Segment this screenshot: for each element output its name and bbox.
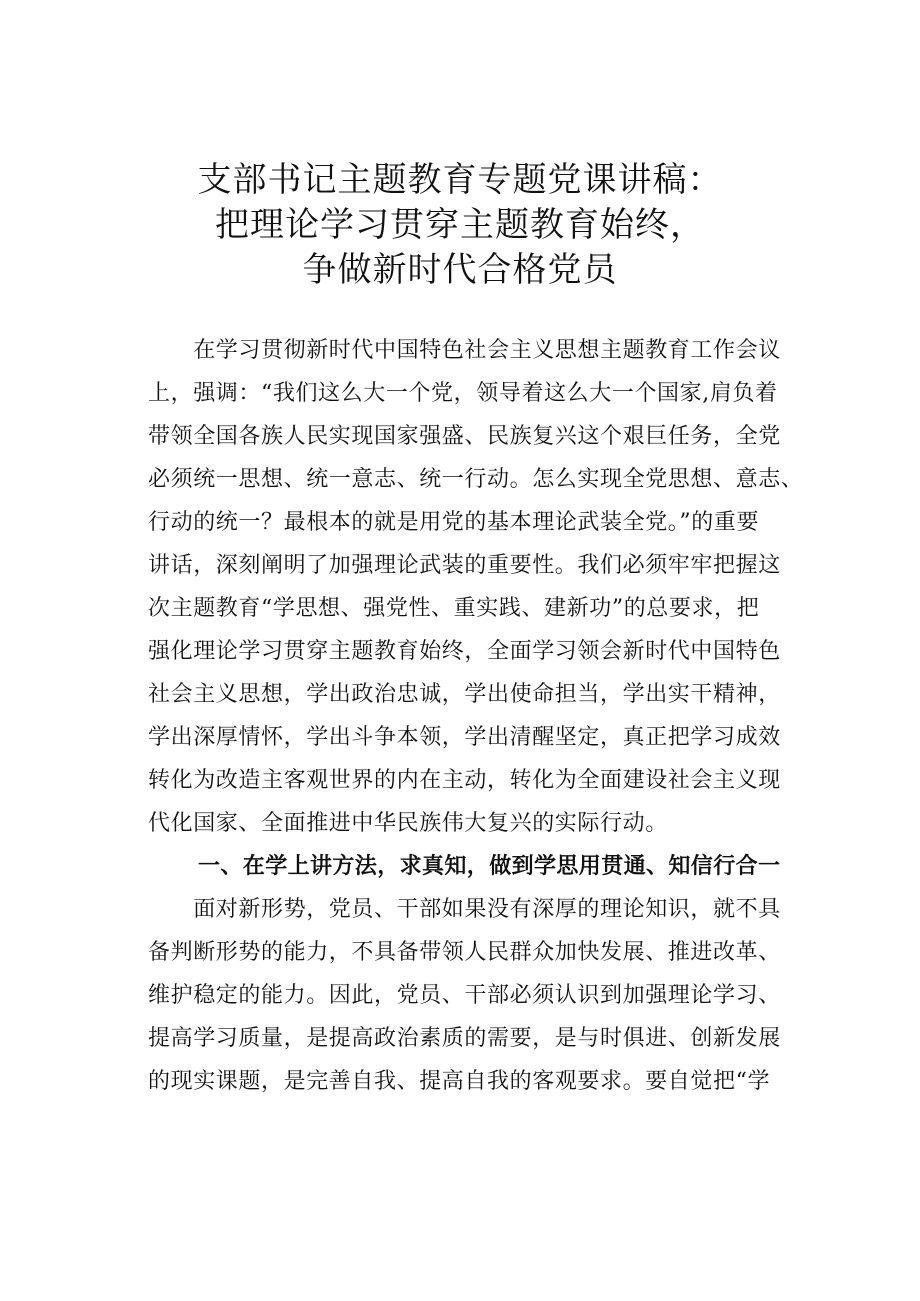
paragraph-2-line: 面对新形势，党员、干部如果没有深厚的理论知识，就不具 <box>148 897 781 922</box>
paragraph-1-line: 转化为改造主客观世界的内在主动，转化为全面建设社会主义现 <box>148 768 781 793</box>
title-line-3: 争做新时代合格党员 <box>302 250 618 290</box>
paragraph-1-line: 带领全国各族人民实现国家强盛、民族复兴这个艰巨任务，全党 <box>148 424 781 449</box>
paragraph-1-line: 行动的统一？最根本的就是用党的基本理论武装全党。”的重要 <box>148 510 760 535</box>
paragraph-2-line: 提高学习质量，是提高政治素质的需要，是与时俱进、创新发展 <box>148 1026 781 1051</box>
paragraph-1-line: 讲话，深刻阐明了加强理论武装的重要性。我们必须牢牢把握这 <box>148 553 781 578</box>
paragraph-1-line: 社会主义思想，学出政治忠诚，学出使命担当，学出实干精神， <box>148 682 781 707</box>
paragraph-1-line: 代化国家、全面推进中华民族伟大复兴的实际行动。 <box>148 811 668 836</box>
paragraph-1-line: 在学习贯彻新时代中国特色社会主义思想主题教育工作会议 <box>148 338 781 363</box>
paragraph-2-line: 备判断形势的能力，不具备带领人民群众加快发展、推进改革、 <box>148 940 781 965</box>
paragraph-1-line: 上，强调：“我们这么大一个党，领导着这么大一个国家,肩负着 <box>148 381 778 406</box>
paragraph-1-line: 强化理论学习贯穿主题教育始终，全面学习领会新时代中国特色 <box>148 639 781 664</box>
paragraph-2-line: 的现实课题，是完善自我、提高自我的客观要求。要自觉把“学 <box>148 1069 771 1094</box>
paragraph-1-line: 必须统一思想、统一意志、统一行动。怎么实现全党思想、意志、 <box>148 467 804 492</box>
title-line-2: 把理论学习贯穿主题教育始终， <box>215 205 705 245</box>
section-heading: 一、在学上讲方法，求真知，做到学思用贯通、知信行合一 <box>198 854 781 879</box>
paragraph-2-line: 维护稳定的能力。因此，党员、干部必须认识到加强理论学习、 <box>148 983 781 1008</box>
title-line-1: 支部书记主题教育专题党课讲稿： <box>197 160 723 200</box>
paragraph-1-line: 次主题教育“学思想、强党性、重实践、建新功”的总要求，把 <box>148 596 760 621</box>
paragraph-1-line: 学出深厚情怀，学出斗争本领，学出清醒坚定，真正把学习成效 <box>148 725 781 750</box>
